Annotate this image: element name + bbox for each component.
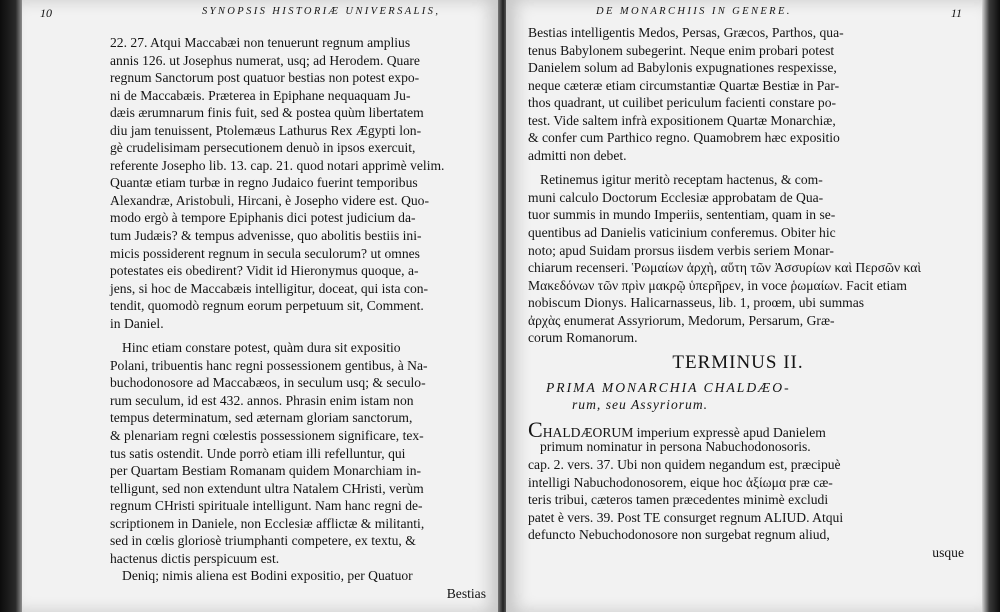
text-line: buchodonosore ad Maccabæos, in seculum usq; & seculo- xyxy=(110,375,426,391)
text-line: ni de Maccabæis. Præterea in Epiphane nequaquam Ju- xyxy=(110,87,411,103)
text-line: tus satis ostendit. Unde porrò etiam illi refelluntur, qui xyxy=(110,445,406,461)
section-subheading: PRIMA MONARCHIA CHALDÆO- xyxy=(546,379,791,395)
text-line: Polani, tribuentis hanc regni possessionem gentibus, à Na- xyxy=(110,357,428,373)
text-line: in Daniel. xyxy=(110,315,164,331)
text-line: telligunt, sed non extendunt ultra Natalem CHristi, verùm xyxy=(110,480,424,496)
section-heading: TERMINUS II. xyxy=(672,351,804,373)
text-line: thos quadrant, ut cuilibet periculum facienti constare po- xyxy=(528,95,837,111)
text-line: nobiscum Dionys. Halicarnasseus, lib. 1, proœm, ubi summas xyxy=(528,295,865,311)
text-line: ἀρχὰς enumerat Assyriorum, Medorum, Persarum, Græ- xyxy=(528,312,835,328)
text-line: primum nominatur in persona Nabuchodonosoris. xyxy=(540,439,811,455)
text-line: patet è vers. 39. Post TE consurget regnum ALIUD. Atqui xyxy=(528,509,844,525)
text-line: muni calculo Doctorum Ecclesiæ approbatam de Qua- xyxy=(528,189,824,205)
right-text-block xyxy=(528,24,968,561)
text-line: diu jam tenuissent, Ptolemæus Lathurus Rex Ægypti lon- xyxy=(110,122,422,138)
text-line: per Quartam Bestiam Romanam quidem Monarchiam in- xyxy=(110,463,422,479)
text-line: tenus Babylonem subegerint. Neque enim probari potest xyxy=(528,42,835,58)
right-folio: 11 xyxy=(950,6,962,20)
text-line: scriptionem in Daniele, non Ecclesiæ afflictæ & militanti, xyxy=(110,515,425,531)
right-running-head xyxy=(506,6,982,22)
left-text-block xyxy=(110,34,490,603)
right-running-title: DE MONARCHIIS IN GENERE. xyxy=(596,6,792,17)
text-line: sed in cœlis gloriosè triumphanti competere, ex textu, & xyxy=(110,533,416,549)
text-line: intelligi Nabuchodonosorem, eique hoc ἀξίωμα præ cæ- xyxy=(528,474,833,490)
right-catchword: usque xyxy=(932,544,964,560)
text-line: hactenus dictis perspicuum est. xyxy=(110,550,280,566)
paragraph-gap xyxy=(528,164,968,171)
text-line: modo ergò à tempore Epiphanis dici potest judicium da- xyxy=(110,210,416,226)
text-line: Quantæ etiam turbæ in regno Judaico fuerint temporibus xyxy=(110,175,418,191)
text-line: dæis ærumnarum finis fuit, sed & postea quùm libertatem xyxy=(110,105,424,121)
left-page xyxy=(22,0,500,612)
text-line: tempus determinatum, sed æternam gloriam sanctorum, xyxy=(110,410,413,426)
text-line: admitti non debet. xyxy=(528,147,627,163)
left-running-head xyxy=(22,6,500,22)
text-line: Bestias intelligentis Medos, Persas, Græcos, Parthos, qua- xyxy=(528,25,844,40)
left-folio: 10 xyxy=(40,6,52,20)
text-line: Retinemus igitur meritò receptam hactenus, & com- xyxy=(540,172,823,188)
text-line: 22. 27. Atqui Maccabæi non tenuerunt regnum amplius xyxy=(110,35,411,50)
text-line: referente Josepho lib. 13. cap. 21. quod notari apprimè velim. xyxy=(110,157,445,173)
text-line: neque cæteræ etiam circumstantiæ Quartæ Bestiæ in Par- xyxy=(528,77,840,93)
text-line: noto; apud Suidam prorsus iisdem verbis seriem Monar- xyxy=(528,242,834,258)
right-page xyxy=(506,0,982,612)
text-line: Hinc etiam constare potest, quàm dura sit expositio xyxy=(122,340,401,356)
text-line: tendit, quomodò regnum eorum perpetuum sit, Comment. xyxy=(110,298,424,314)
text-line: Danielem solum ad Babylonis expugnationes respexisse, xyxy=(528,60,837,76)
text-line: CHALDÆORUM imperium expressè apud Danielem xyxy=(528,416,826,442)
text-line: & plenariam regni cœlestis possessionem significare, tex- xyxy=(110,428,424,444)
text-line: gè crudelisimam persecutionem denuò in ipsos exercuit, xyxy=(110,140,416,156)
text-line: corum Romanorum. xyxy=(528,330,638,346)
text-line: Deniq; nimis aliena est Bodini expositio, per Quatuor xyxy=(122,568,413,584)
text-line: Alexandræ, Aristobuli, Hircani, è Josepho videre est. Quo- xyxy=(110,192,430,208)
scan-edge-right xyxy=(982,0,1000,612)
text-line: regnum CHristi spirituale intelligunt. Nam hanc regni de- xyxy=(110,498,423,514)
text-line: rum seculum, id est 432. annos. Phrasin enim istam non xyxy=(110,392,414,408)
text-line: defuncto Nebuchodonosore non surgebat regnum aliud, xyxy=(528,527,830,543)
text-line: quentibus ad Danielis vaticinium conferemus. Obiter hic xyxy=(528,225,836,241)
text-line: annis 126. ut Josephus numerat, usq; ad Herodem. Quare xyxy=(110,52,420,68)
text-line: potestates eis obedirent? Vidit id Hieronymus quoque, a- xyxy=(110,263,419,279)
text-line: & confer cum Parthico regno. Quamobrem hæc expositio xyxy=(528,130,840,146)
section-subheading: rum, seu Assyriorum. xyxy=(572,397,709,413)
text-line: chiarum recenseri. Ῥωμαίων ἀρχὴ, αὕτη τῶν Ἀσσυρίων καὶ Περσῶν καὶ xyxy=(528,260,922,276)
left-catchword: Bestias xyxy=(446,585,486,601)
left-running-title: SYNOPSIS HISTORIÆ UNIVERSALIS, xyxy=(202,6,441,17)
text-line: jens, si hoc de Maccabæis intelligitur, doceat, qui ista con- xyxy=(110,280,429,296)
text-line: regnum Sanctorum post quatuor bestias non potest expo- xyxy=(110,70,420,86)
text-line: tum Judæis? & tempus advenisse, quo abolitis bestiis ini- xyxy=(110,228,422,244)
text-line: micis possiderent regnum in secula seculorum? ut omnes xyxy=(110,245,420,261)
text-line: tuor summis in mundo Imperiis, sententiam, quam in se- xyxy=(528,207,836,223)
paragraph-gap xyxy=(528,414,968,421)
text-line: cap. 2. vers. 37. Ubi non quidem negandum est, præcipuè xyxy=(528,457,841,473)
paragraph-gap xyxy=(110,332,490,339)
text-line: teris tribui, cæteros tamen præcedentes minimè excludi xyxy=(528,492,829,508)
text-line: test. Vide saltem infrà expositionem Quartæ Monarchiæ, xyxy=(528,112,836,128)
text-line: Μακεδόνων τῶν πρὶν μακρῷ ὑπερῆρεν, in voce ῥωμαίων. Facit etiam xyxy=(528,277,907,293)
